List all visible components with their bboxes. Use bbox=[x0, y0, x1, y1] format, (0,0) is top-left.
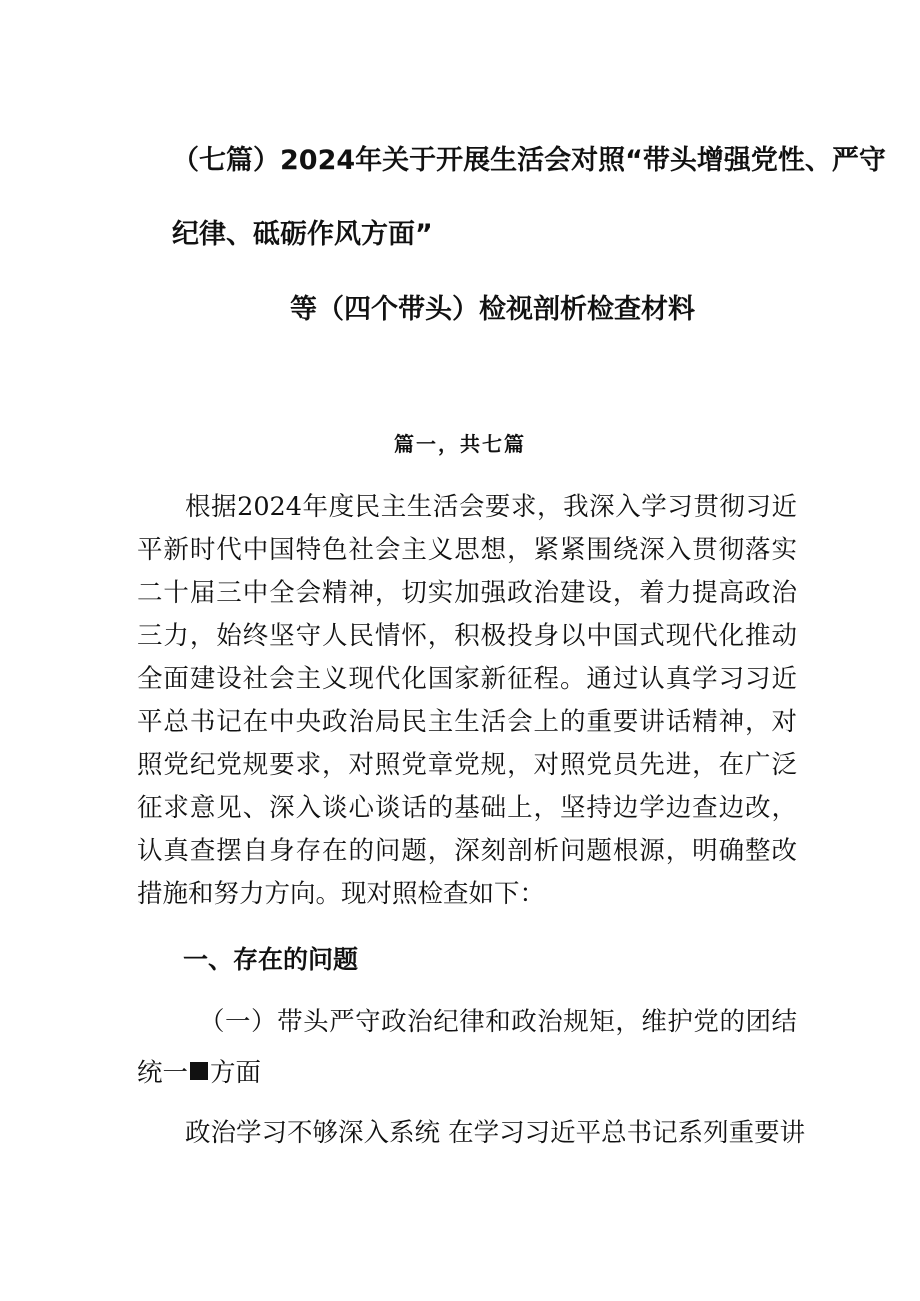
title-line-2: 纪律、砥砺作风方面” bbox=[172, 219, 433, 250]
sub-section-suffix: 方面 bbox=[210, 1058, 262, 1088]
body-line-continued: 政治学习不够深入系统 在学习习近平总书记系列重要讲 bbox=[185, 1118, 806, 1148]
title-line-1: （七篇）2024年关于开展生活会对照“带头增强党性、严守 bbox=[172, 145, 886, 176]
section-heading: 一、存在的问题 bbox=[183, 945, 359, 974]
title-line-3: 等（四个带头）检视剖析检查材料 bbox=[290, 294, 695, 325]
sub-section-heading bbox=[137, 997, 797, 1099]
sub-section-text: （一）带头严守政治纪律和政治规矩，维护党的团结统一 bbox=[137, 1007, 797, 1088]
black-square-icon bbox=[190, 1062, 208, 1080]
part-subheading: 篇一，共七篇 bbox=[394, 432, 526, 456]
intro-paragraph: 根据2024年度民主生活会要求，我深入学习贯彻习近平新时代中国特色社会主义思想，紧紧围绕深入贯彻落实二十届三中全会精神，切实加强政治建设，着力提高政治三力，始终坚守人民情怀，积极投身以中国式现代化推动全面建设社会主义现代化国家新征程。通过认真学习习近平总书记在中央政治局民主生活会上的重要讲话精神，对照党纪党规要求，对照党章党规，对照党员先进，在广泛征求意见、深入谈心谈话的基础上，坚持边学边查边改，认真查摆自身存在的问题，深刻剖析问题根源，明确整改措施和努力方向。现对照检查如下： bbox=[137, 492, 797, 909]
